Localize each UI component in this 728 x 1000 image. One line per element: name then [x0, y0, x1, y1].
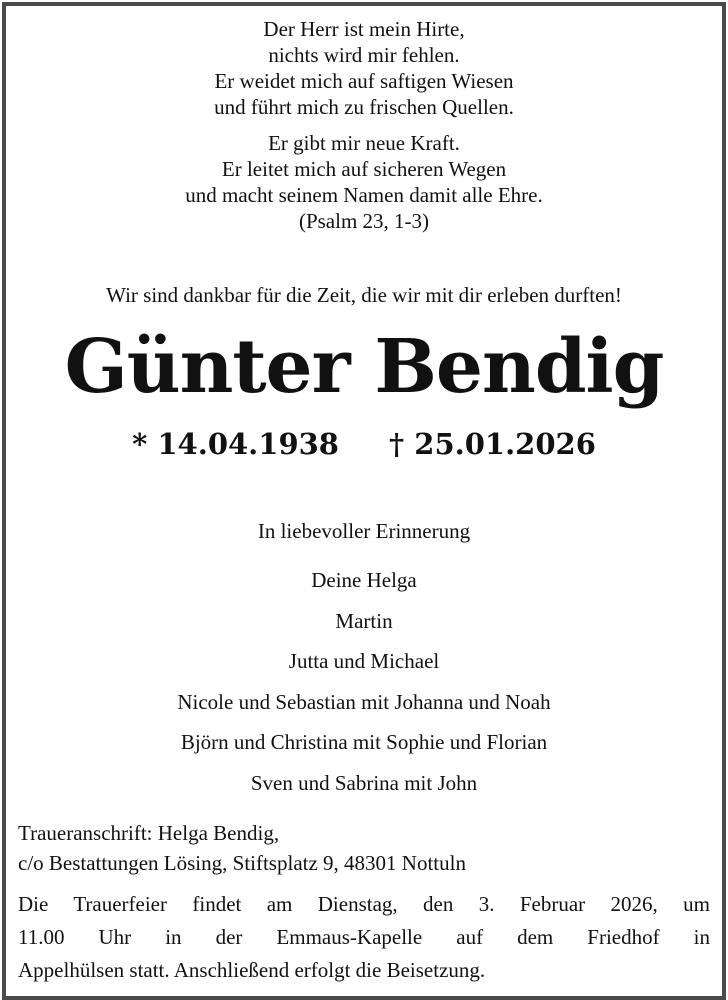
psalm-stanza-1: [6, 16, 722, 120]
death-date: † 25.01.2026: [389, 427, 596, 461]
address-line: c/o Bestattungen Lösing, Stiftsplatz 9, 48301 Nottuln: [18, 851, 466, 875]
psalm-line: Der Herr ist mein Hirte,: [263, 17, 465, 41]
mourner-entry: Jutta und Michael: [288, 649, 440, 673]
psalm-line: Er gibt mir neue Kraft.: [268, 131, 460, 155]
psalm-line: Er weidet mich auf saftigen Wiesen: [214, 69, 514, 93]
memory-line: In liebevoller Erinnerung: [257, 519, 471, 543]
psalm-line: Er leitet mich auf sicheren Wegen: [221, 157, 507, 181]
psalm-line: und führt mich zu frischen Quellen.: [214, 95, 514, 119]
birth-date: * 14.04.1938: [132, 427, 339, 461]
service-line: Appelhülsen statt. Anschließend erfolgt die Beisetzung.: [18, 958, 486, 982]
psalm-quote: [6, 16, 722, 244]
mourner-entry: Sven und Sabrina mit John: [250, 770, 478, 795]
service-line: Die Trauerfeier findet am Dienstag, den 3. Februar 2026, um: [18, 892, 710, 916]
deceased-name: Günter Bendig: [64, 324, 664, 410]
mourner-entry: Martin: [335, 608, 393, 633]
mourners-list: [6, 560, 722, 803]
psalm-reference: (Psalm 23, 1-3): [298, 209, 430, 233]
life-dates: [6, 424, 722, 464]
psalm-stanza-2: [6, 130, 722, 234]
mourning-address: [18, 818, 710, 878]
mourner-entry: Deine Helga: [311, 568, 417, 592]
funeral-service-info: [18, 888, 710, 987]
mourner-entry: Björn und Christina mit Sophie und Florian: [180, 730, 548, 754]
psalm-line: und macht seinem Namen damit alle Ehre.: [185, 183, 543, 207]
gratitude-line: Wir sind dankbar für die Zeit, die wir mit dir erleben durften!: [106, 283, 622, 307]
obituary-notice: [2, 2, 726, 1000]
address-line: Traueranschrift: Helga Bendig,: [18, 821, 280, 845]
psalm-line: nichts wird mir fehlen.: [268, 43, 460, 67]
mourner-entry: Nicole und Sebastian mit Johanna und Noah: [177, 689, 551, 714]
service-line: 11.00 Uhr in der Emmaus-Kapelle auf dem Friedhof in: [18, 925, 710, 949]
